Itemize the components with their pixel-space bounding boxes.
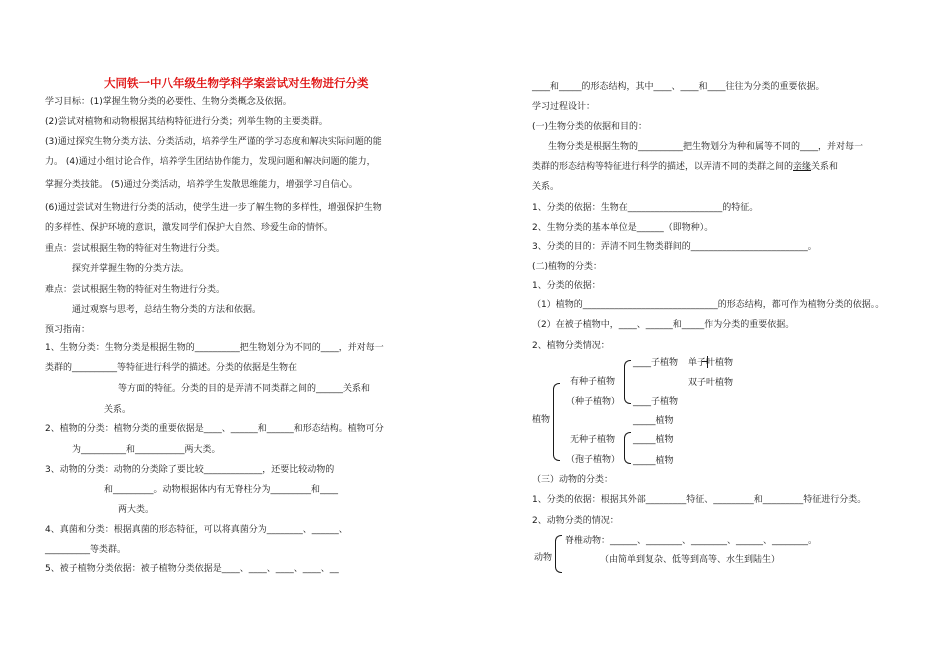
animal-root: 动物 xyxy=(534,553,553,563)
spore-brace xyxy=(624,432,631,464)
plant-root-brace xyxy=(553,383,560,461)
right-line-1: ____和_____的形态结构，其中____、____和____往往为分类的重要依据。 xyxy=(532,82,825,92)
vertebrates-line: 脊椎动物：______、________、________、______、________。 xyxy=(565,536,818,546)
section-1-text-3: 关系。 xyxy=(532,182,560,192)
animal-basis: 1、分类的依据：根据其外部_________特征、_________和_________特征进行分类。 xyxy=(532,495,867,505)
section-1-text-2-main: 类群的形态结构等特征进行科学的描述，以弄清不同的类群之间的 xyxy=(532,162,794,172)
section-1-text-2 xyxy=(532,161,838,173)
plant-root: 植物 xyxy=(532,415,551,425)
spore-item-3: _____植物 xyxy=(633,456,674,466)
seed-brace xyxy=(624,360,631,404)
animal-brace xyxy=(555,535,562,573)
difficulty: 难点：尝试根据生物的特征对生物进行分类。 xyxy=(45,285,226,295)
preview-q1-cont3: 关系。 xyxy=(104,405,132,415)
preview-q3-cont2: 两大类。 xyxy=(118,505,155,515)
affinity-word: 亲缘 xyxy=(793,162,812,172)
preview-q2-cont: 为__________和___________两大类。 xyxy=(72,445,221,455)
seed-plants-sub: （种子植物） xyxy=(566,397,621,407)
section-1-heading: (一)生物分类的依据和目的： xyxy=(532,122,648,132)
page-title: 大同铁一中八年级生物学科学案尝试对生物进行分类 xyxy=(104,76,369,90)
preview-q1-cont: 类群的__________等特征进行科学的描述。分类的依据是生物在 xyxy=(45,363,298,373)
preview-q2: 2、植物的分类：植物分类的重要依据是____、______和______和形态结构。植物可分 xyxy=(45,424,384,434)
objective-1: 学习目标：(1)掌握生物分类的必要性、生物分类概念及依据。 xyxy=(45,97,292,107)
objective-6: (6)通过尝试对生物进行分类的活动，使学生进一步了解生物的多样性，增强保护生物 xyxy=(45,203,382,213)
unit-line: 2、生物分类的基本单位是______（即物种）。 xyxy=(532,223,714,233)
monocot: 单子叶植物 xyxy=(688,358,734,368)
animal-tree-heading: 2、动物分类的情况： xyxy=(532,516,619,526)
spore-item-2: _____植物 xyxy=(633,435,674,445)
process-heading: 学习过程设计： xyxy=(532,102,596,112)
spore-plants: 无种子植物 xyxy=(570,435,616,445)
animal-order-note: （由简单到复杂、低等到高等、水生到陆生） xyxy=(600,555,781,565)
objective-2: (2)尝试对植物和动物根据其结构特征进行分类；列举生物的主要类群。 xyxy=(45,117,328,127)
preview-q5: 5、被子植物分类依据：被子植物分类依据是____、____、____、____、__ xyxy=(45,564,339,574)
difficulty-2: 通过观察与思考，总结生物分类的方法和依据。 xyxy=(72,305,262,315)
spore-item-1: _____植物 xyxy=(633,416,674,426)
preview-q3-cont: 和_________。动物根据体内有无脊柱分为_________和____ xyxy=(104,485,339,495)
seed-plants: 有种子植物 xyxy=(570,377,616,387)
plant-basis-1: （1）植物的______________________________的形态结构，都可作为植物分类的依据。。 xyxy=(532,300,885,310)
dicot: 双子叶植物 xyxy=(688,378,734,388)
animal-section-heading: （三）动物的分类： xyxy=(532,475,614,485)
objective-4: 力。 (4)通过小组讨论合作，培养学生团结协作能力，发现问题和解决问题的能力， xyxy=(45,157,376,167)
preview-q1: 1、生物分类：生物分类是根据生物的__________把生物划分为不同的____，并对每一 xyxy=(45,343,384,353)
plant-tree-heading: 2、植物分类情况： xyxy=(532,341,610,351)
affinity-tail: 关系和 xyxy=(811,162,839,172)
basis-line: 1、分类的依据：生物在_____________________的特征。 xyxy=(532,203,759,213)
preview-q3: 3、动物的分类：动物的分类除了要比较_____________，还要比较动物的 xyxy=(45,465,335,475)
key-point-2: 探究并掌握生物的分类方法。 xyxy=(72,264,190,274)
objective-6-cont: 的多样性、保护环境的意识，激发同学们保护大自然、珍爱生命的情怀。 xyxy=(45,223,334,233)
objective-3: (3)通过探究生物分类方法、分类活动，培养学生严谨的学习态度和解决实际问题的能 xyxy=(45,137,382,147)
preview-heading: 预习指南： xyxy=(45,325,91,335)
objective-5: 掌握分类技能。 (5)通过分类活动，培养学生发散思维能力，增强学习自信心。 xyxy=(45,180,358,190)
preview-q4: 4、真菌和分类：根据真菌的形态特征，可以将真菌分为________、______、 xyxy=(45,525,348,535)
plant-section-heading: (二)植物的分类： xyxy=(532,262,603,272)
purpose-line: 3、分类的目的：弄清不同生物类群间的__________________________。 xyxy=(532,242,817,252)
section-1-text: 生物分类是根据生物的__________把生物划分为种和属等不同的____，并对每一 xyxy=(548,142,864,152)
gymnosperm: ____子植物 xyxy=(633,397,679,407)
plant-basis-heading: 1、分类的依据： xyxy=(532,281,601,291)
angiosperm: ____子植物 xyxy=(633,358,679,368)
preview-q4-cont: __________等类群。 xyxy=(45,545,127,555)
plant-basis-2: （2）在被子植物中，____、______和_____作为分类的重要依据。 xyxy=(532,320,795,330)
spore-plants-sub: （孢子植物） xyxy=(566,455,621,465)
key-point: 重点：尝试根据生物的特征对生物进行分类。 xyxy=(45,244,226,254)
preview-q1-cont2: 等方面的特征。分类的目的是弄清不同类群之间的______关系和 xyxy=(118,384,371,394)
